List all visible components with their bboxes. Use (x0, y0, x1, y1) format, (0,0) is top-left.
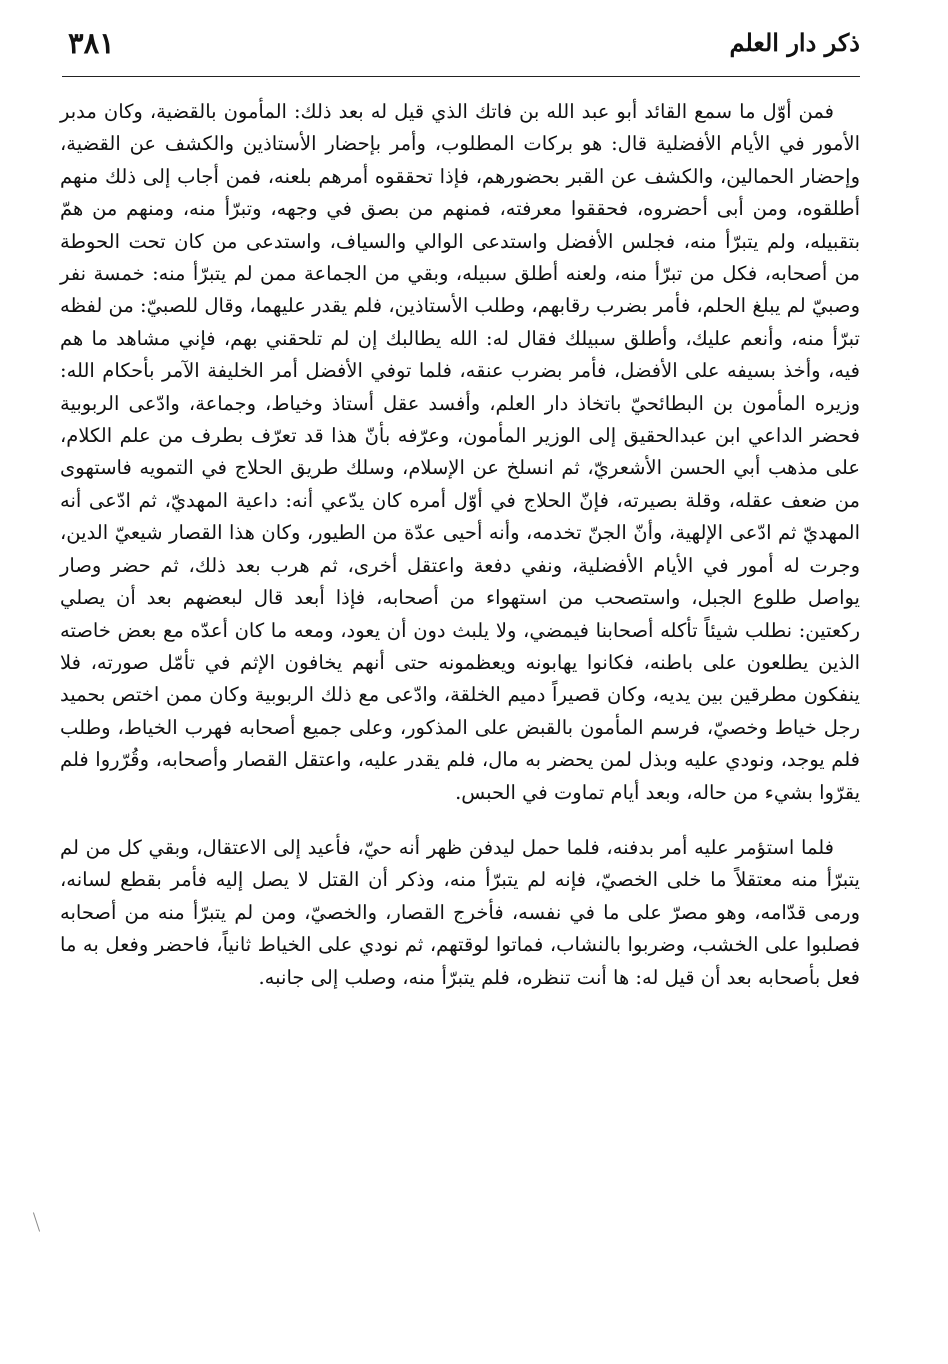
paragraph-1: فمن أوّل ما سمع القائد أبو عبد الله بن فاتك الذي قيل له بعد ذلك: المأمون بالقضية، وكان مدبر الأمور في الأيام الأفضلية قال: هو بركات المطلوب، وأمر بإحضار الأستاذين والكشف عن القضية، وإحضار الحمالين، والكشف عن القبر بحضورهم، فإذا تحققوه أمرهم بلعنه، فمن أجاب إلى ذلك منهم أطلقوه، ومن أبى أحضروه، فحققوا معرفته، فمنهم من بصق في وجهه، وتبرّأ منه، ومنهم من همّ بتقبيله، ولم يتبرّأ منه، فجلس الأفضل واستدعى الوالي والسياف، واستدعى من كان تحت الحوطة من أصحابه، فكل من تبرّأ منه، ولعنه أطلق سبيله، وبقي من الجماعة ممن لم يتبرّأ منه: خمسة نفر وصبيّ لم يبلغ الحلم، فأمر بضرب رقابهم، وطلب الأستاذين، فلم يقدر عليهما، وقال للصبيّ: من لفظه تبرّأ منه، وأنعم عليك، وأطلق سبيلك فقال له: الله يطالبك إن لم تلحقني بهم، فإني مشاهد ما هم فيه، وأخذ بسيفه على الأفضل، فأمر بضرب عنقه، فلما توفي الأفضل أمر الخليفة الآمر بأحكام الله: وزيره المأمون بن البطائحيّ باتخاذ دار العلم، وأفسد عقل أستاذ وخياط، وجماعة، وادّعى الربوبية فحضر الداعي ابن عبدالحقيق إلى الوزير المأمون، وعرّفه بأنّ هذا قد تعرّف بطرف من علم الكلام، على مذهب أبي الحسن الأشعريّ، ثم انسلخ عن الإسلام، وسلك طريق الحلاج في التمويه فاستهوى من ضعف عقله، وقلة بصيرته، فإنّ الحلاج في أوّل أمره كان يدّعي أنه: داعية المهديّ، ثم ادّعى أنه المهديّ ثم ادّعى الإلهية، وأنّ الجنّ تخدمه، وأنه أحيى عدّة من الطيور، وكان هذا القصار شيعيّ الدين، وجرت له أمور في الأيام الأفضلية، ونفي دفعة واعتقل أخرى، ثم هرب بعد ذلك، ثم حضر وصار يواصل طلوع الجبل، واستصحب من استهواء من أصحابه، فإذا أبعد قال لبعضهم بعد أن يصلي ركعتين: نطلب شيئاً تأكله أصحابنا فيمضي، ولا يلبث دون أن يعود، ومعه ما كان أعدّه مع بعض خاصته الذين يطلعون على باطنه، فكانوا يهابونه ويعظمونه حتى أنهم يخافون الإثم في تأمّل صورته، فلا ينفكون مطرقين بين يديه، وكان قصيراً دميم الخلقة، وادّعى مع ذلك الربوبية وكان ممن اختص بحميد رجل خياط وخصيّ، فرسم المأمون بالقبض على المذكور، وعلى جميع أصحابه فهرب الخياط، وطلب فلم يوجد، ونودي عليه وبذل لمن يحضر به مال، فلم يقدر عليه، واعتقل القصار وأصحابه، وقُرّروا فلم يقرّوا بشيء من حاله، وبعد أيام تماوت في الحبس. (60, 100, 860, 804)
running-head: ذكر دار العلم (729, 28, 860, 57)
margin-mark (33, 1212, 40, 1231)
page-header (62, 18, 860, 77)
body-text (60, 96, 860, 994)
paragraph-2: فلما استؤمر عليه أمر بدفنه، فلما حمل ليدفن ظهر أنه حيّ، فأعيد إلى الاعتقال، وبقي كل من لم يتبرّأ منه معتقلاً ما خلى الخصيّ، فإنه لم يتبرّأ منه، وذكر أن القتل لا يصل إليه فأمر بقطع لسانه، ورمى قدّامه، وهو مصرّ على ما في نفسه، فأخرج القصار، والخصيّ، ومن لم يتبرّأ منه من أصحابه فصلبوا على الخشب، وضربوا بالنشاب، فماتوا لوقتهم، ثم نودي على الخياط ثانياً، فاحضر وفعل به ما فعل بأصحابه بعد أن قيل له: ها أنت تنظره، فلم يتبرّأ منه، وصلب إلى جانبه. (60, 835, 860, 989)
page-number: ٣٨١ (68, 26, 115, 60)
